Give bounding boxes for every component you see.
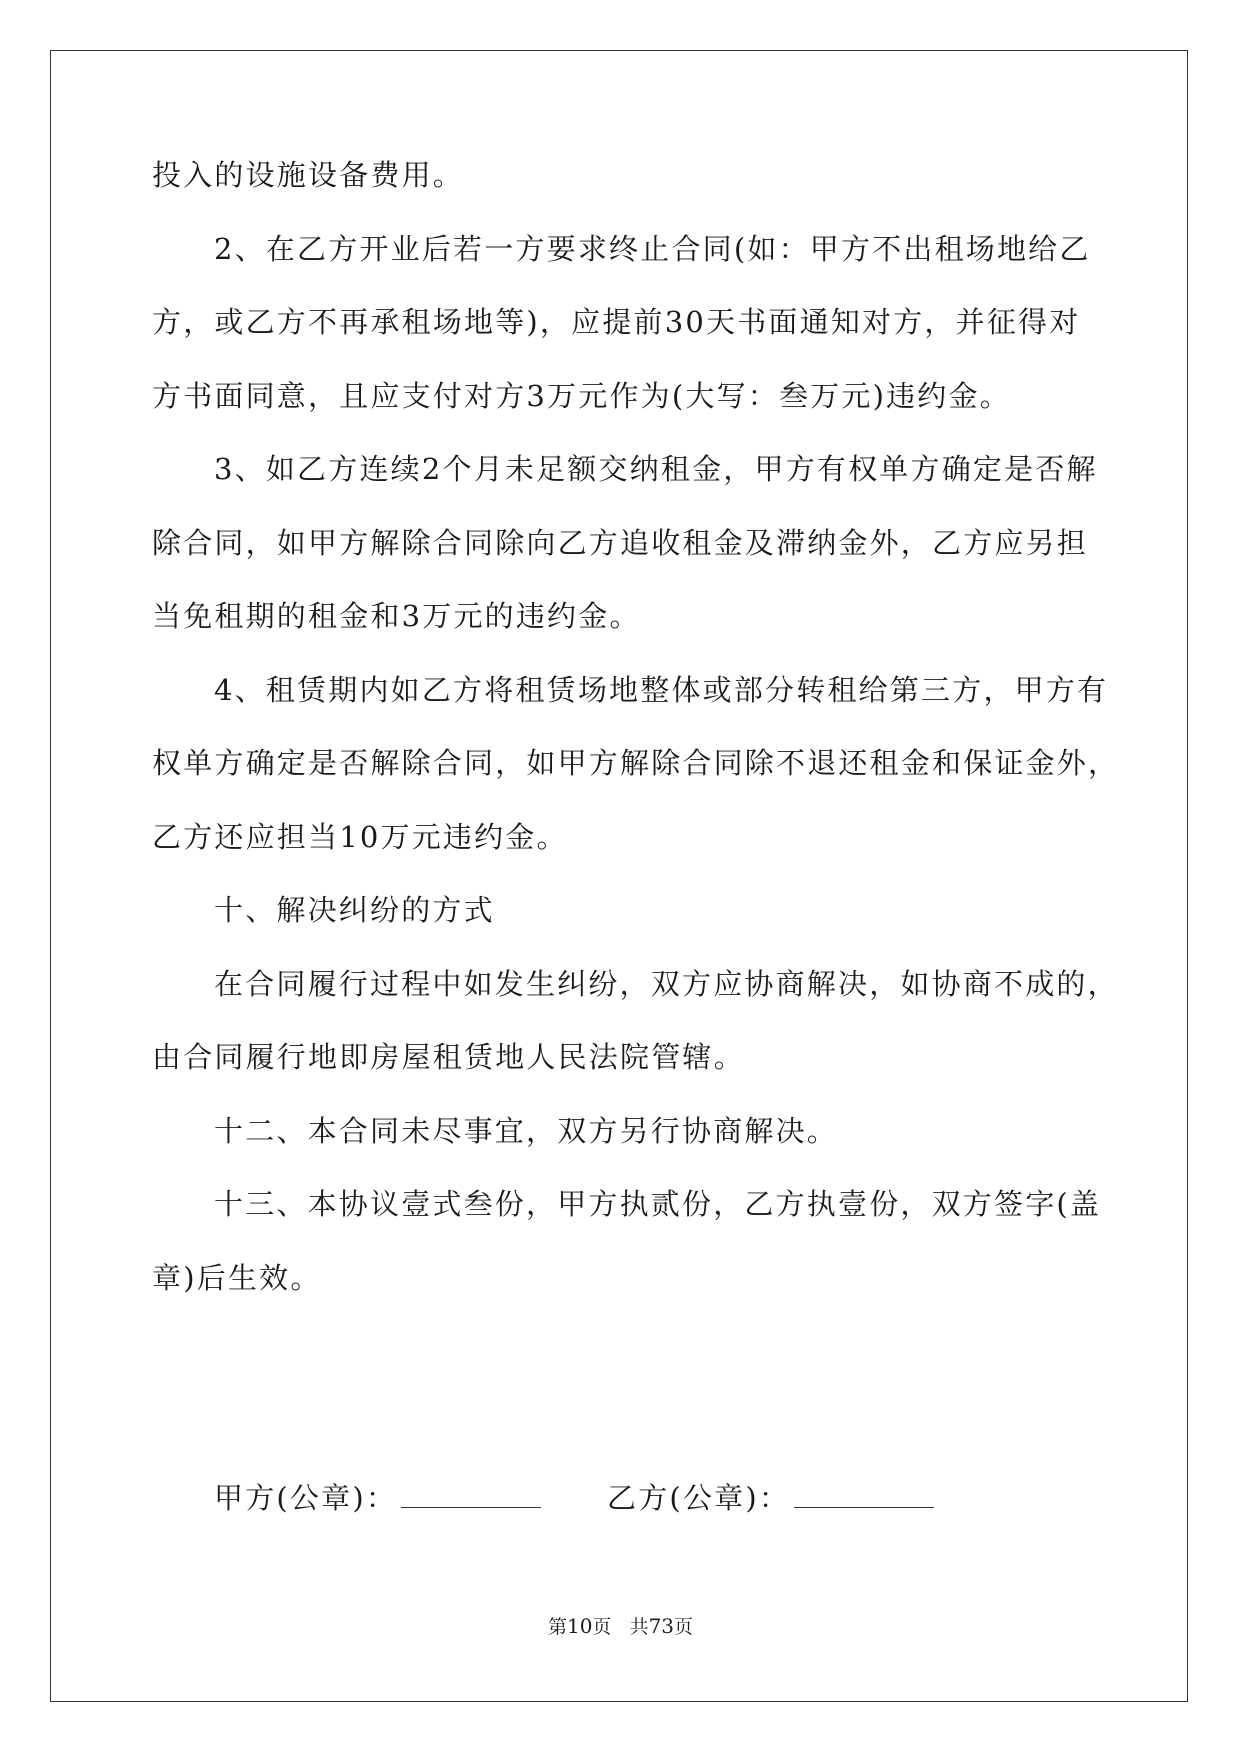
text-line: 在合同履行过程中如发生纠纷，双方应协商解决，如协商不成的，: [214, 967, 1119, 1001]
text-line: 当免租期的租金和3万元的违约金。: [152, 599, 641, 633]
text-line: 方，或乙方不再承租场地等)，应提前30天书面通知对方，并征得对: [152, 305, 1081, 339]
text-line: 由合同履行地即房屋租赁地人民法院管辖。: [152, 1040, 745, 1074]
party-a-signature-line: [401, 1481, 541, 1508]
total-page-count: 73: [648, 1614, 675, 1638]
text-line: 方书面同意，且应支付对方3万元作为(大写：叁万元)违约金。: [152, 379, 1011, 413]
page-footer: 第10页 共73页: [547, 1614, 694, 1638]
text-line: 3、如乙方连续2个月未足额交纳租金，甲方有权单方确定是否解: [214, 452, 1098, 486]
text-line: 十二、本合同未尽事宜，双方另行协商解决。: [214, 1114, 839, 1148]
text-line: 2、在乙方开业后若一方要求终止合同(如：甲方不出租场地给乙: [214, 232, 1091, 266]
text-line: 乙方还应担当10万元违约金。: [152, 820, 568, 854]
current-page-number: 10: [566, 1614, 593, 1638]
text-line: 章)后生效。: [152, 1261, 322, 1295]
text-line: 权单方确定是否解除合同，如甲方解除合同除不退还租金和保证金外，: [152, 746, 1120, 780]
party-b-label: 乙方(公章)：: [607, 1481, 791, 1515]
party-b-signature-line: [794, 1481, 934, 1508]
party-a-label: 甲方(公章)：: [214, 1481, 398, 1515]
page-border: [50, 50, 1188, 1702]
text-line: 4、租赁期内如乙方将租赁场地整体或部分转租给第三方，甲方有: [214, 673, 1109, 707]
section-heading: 十、解决纠纷的方式: [214, 893, 495, 927]
signature-row: [214, 1478, 934, 1518]
text-line: 除合同，如甲方解除合同除向乙方追收租金及滞纳金外，乙方应另担: [152, 526, 1089, 560]
text-line: 十三、本协议壹式叁份，甲方执贰份，乙方执壹份，双方签字(盖: [214, 1187, 1102, 1221]
text-line: 投入的设施设备费用。: [152, 158, 465, 192]
